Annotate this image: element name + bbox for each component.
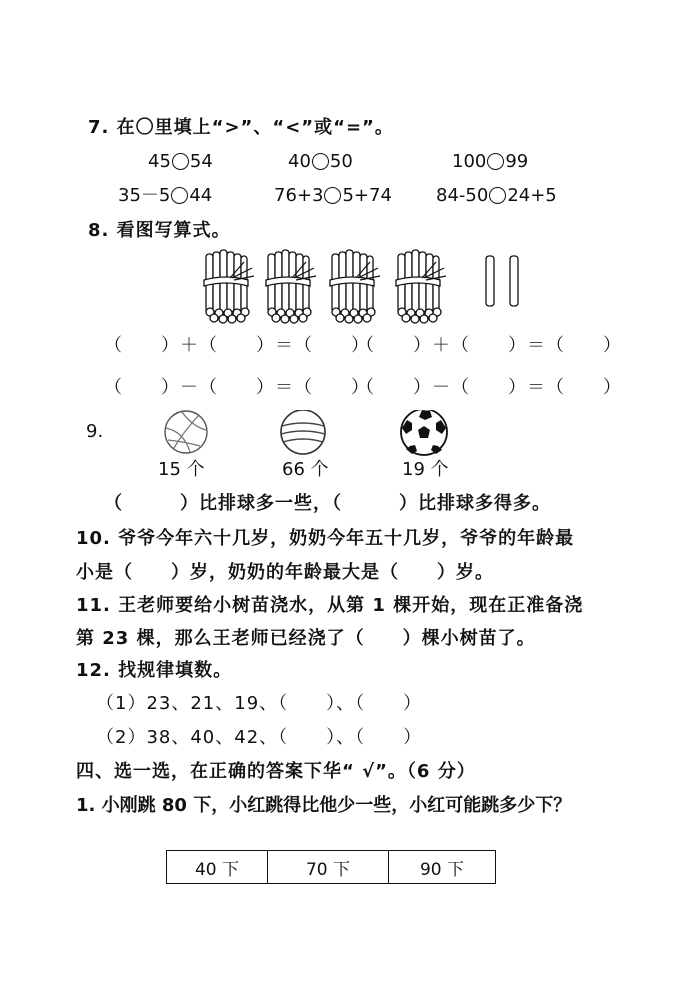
- stick-bundle-icon: [396, 250, 446, 323]
- equation-text: （ ）＋（ ）＝（ ）: [356, 335, 622, 356]
- q9-fill-line: （ ）比排球多一些，（ ）比排球多得多。: [104, 493, 551, 514]
- q7-title: 7. 在〇里填上“>”、“<”或“=”。: [88, 117, 394, 138]
- q7-left: 76+3: [274, 185, 324, 206]
- equation-text: （ ）－（ ）＝（ ）: [104, 377, 370, 398]
- q12-row1: （1）23、21、19、（ ）、（ ）: [96, 693, 423, 714]
- section4-title: 四、选一选，在正确的答案下华“ √”。（6 分）: [76, 761, 476, 782]
- circle-blank-icon[interactable]: [489, 187, 506, 204]
- q8-equation-plus: [104, 334, 370, 358]
- circle-blank-icon[interactable]: [487, 153, 504, 170]
- section4-q1: 1. 小刚跳 80 下，小红跳得比他少一些，小红可能跳多少下？: [76, 795, 572, 816]
- q9-count-volleyball: 15 个: [158, 459, 205, 480]
- equation-text: （ ）－（ ）＝（ ）: [356, 377, 622, 398]
- q8-equation-minus: [104, 376, 370, 400]
- q7-compare-3: [452, 150, 528, 174]
- soccer-ball-icon: [401, 410, 447, 455]
- circle-blank-icon[interactable]: [172, 153, 189, 170]
- q7-left: 35－5: [118, 185, 171, 206]
- q7-left: 100: [452, 151, 487, 172]
- q7-compare-5: [274, 184, 392, 208]
- answer-options-table: [166, 850, 496, 884]
- q8-picture: [196, 240, 536, 324]
- volleyball-icon: [165, 411, 207, 453]
- q11-line1: 11. 王老师要给小树苗浇水，从第 1 棵开始，现在正准备浇: [76, 595, 584, 616]
- circle-blank-icon[interactable]: [324, 187, 341, 204]
- q7-right: 5+74: [342, 185, 392, 206]
- q7-compare-1: [148, 150, 213, 174]
- option-40[interactable]: 40 下: [167, 851, 268, 884]
- q7-compare-6: [436, 184, 557, 208]
- q9-count-rugby: 66 个: [282, 459, 329, 480]
- rugby-ball-icon: [281, 410, 325, 454]
- equation-text: （ ）＋（ ）＝（ ）: [104, 335, 370, 356]
- q7-right: 44: [189, 185, 213, 206]
- q7-left: 84-50: [436, 185, 489, 206]
- q7-left: 40: [288, 151, 311, 172]
- stick-bundle-icon: [266, 250, 316, 323]
- q7-compare-2: [288, 150, 353, 174]
- q9-number: 9.: [86, 421, 104, 442]
- q7-right: 99: [505, 151, 529, 172]
- q9-count-soccer: 19 个: [402, 459, 449, 480]
- q7-compare-4: [118, 184, 212, 208]
- q8-title: 8. 看图写算式。: [88, 220, 231, 241]
- circle-blank-icon[interactable]: [312, 153, 329, 170]
- q8-equation-minus-2: [356, 376, 622, 400]
- q12-row2: （2）38、40、42、（ ）、（ ）: [96, 727, 423, 748]
- option-70[interactable]: 70 下: [268, 851, 389, 884]
- single-stick-icon: [486, 256, 494, 306]
- stick-bundle-icon: [330, 250, 380, 323]
- q12-title: 12. 找规律填数。: [76, 660, 233, 681]
- single-stick-icon: [510, 256, 518, 306]
- q7-right: 54: [189, 151, 213, 172]
- stick-bundle-icon: [204, 250, 254, 323]
- q9-balls: [160, 410, 460, 458]
- q8-equation-plus-2: [356, 334, 622, 358]
- q7-left: 45: [148, 151, 171, 172]
- circle-blank-icon[interactable]: [171, 187, 188, 204]
- option-90[interactable]: 90 下: [389, 851, 496, 884]
- q11-line2: 第 23 棵，那么王老师已经浇了（ ）棵小树苗了。: [76, 628, 536, 649]
- q7-right: 50: [329, 151, 353, 172]
- q10-line2: 小是（ ）岁，奶奶的年龄最大是（ ）岁。: [76, 562, 494, 583]
- q7-right: 24+5: [507, 185, 557, 206]
- q10-line1: 10. 爷爷今年六十几岁，奶奶今年五十几岁，爷爷的年龄最: [76, 528, 575, 549]
